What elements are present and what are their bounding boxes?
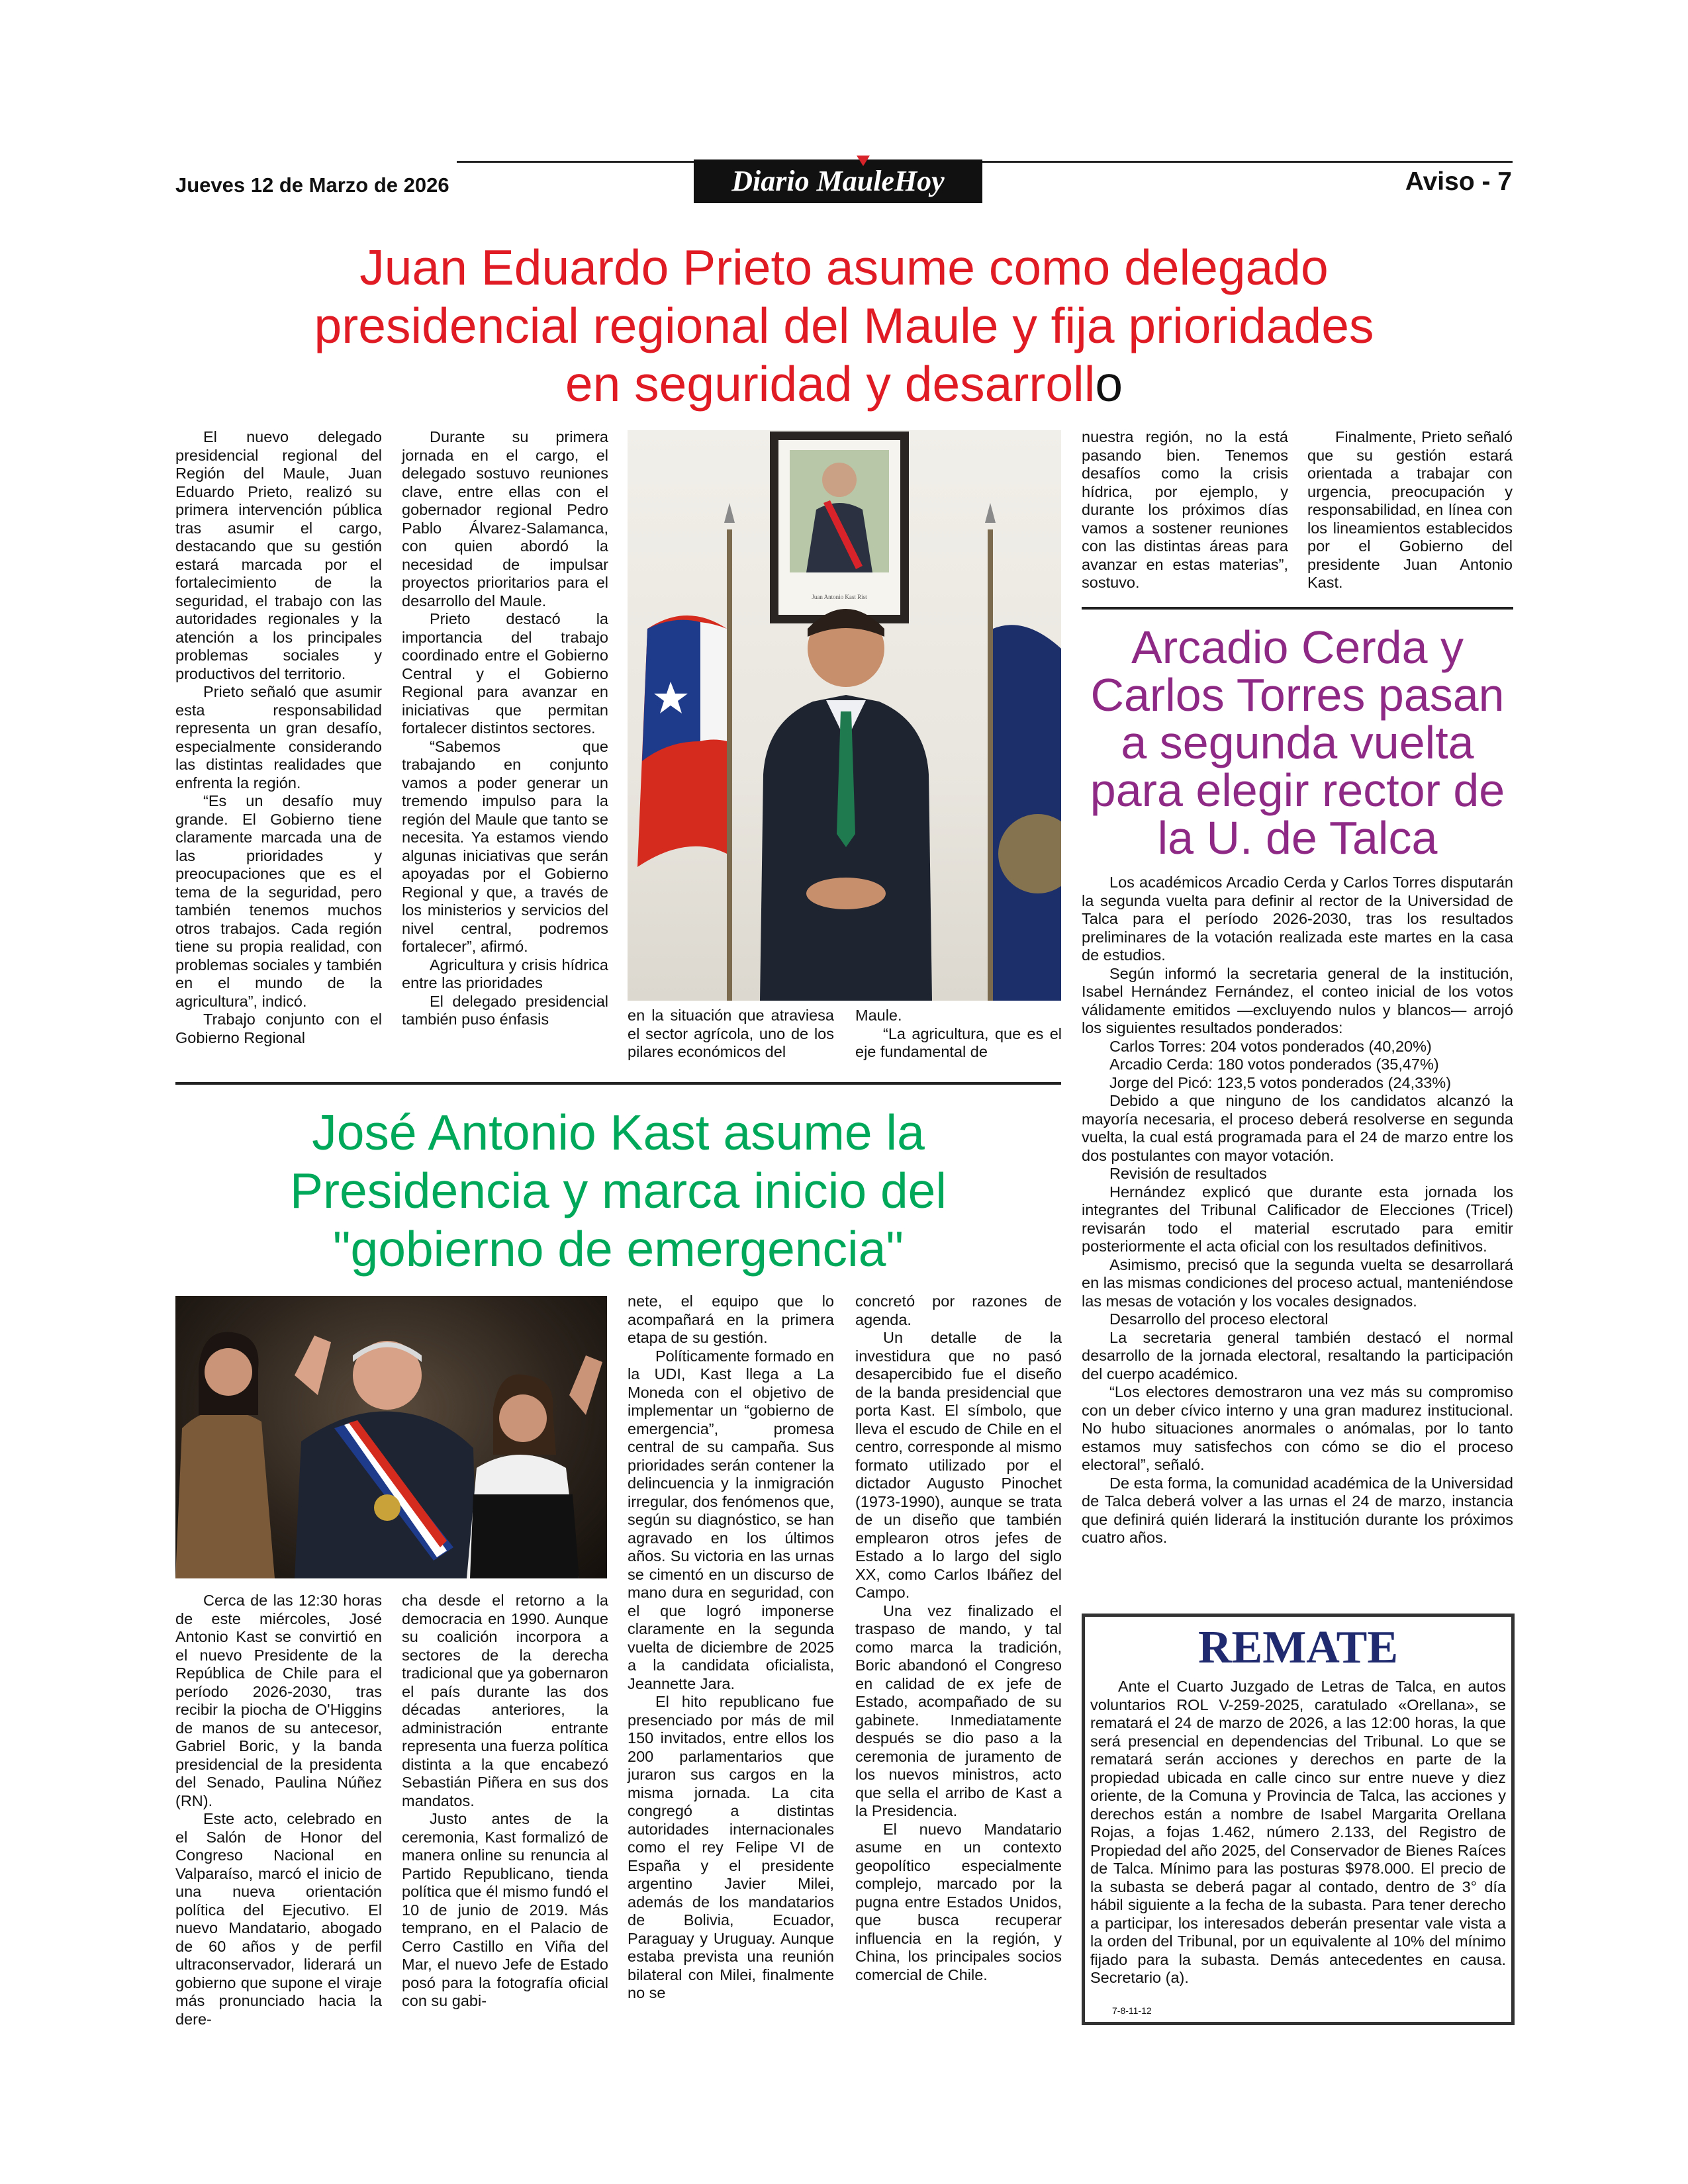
article1-paragraph: Maule. xyxy=(855,1007,902,1024)
article3-paragraph: El nuevo Mandatario asume en un contexto geopolítico especialmente complejo, marcado por la pugna entre Estados Unidos, que busca recuperar influencia en la región, y China, los principales socios comercial de Chile. xyxy=(855,1820,1062,1983)
article1-paragraph: Durante su primera jornada en el cargo, el delegado sostuvo reuniones clave, entre ellas con el gobernador regional Pedro Pablo Álvarez-Salamanca, con quien abordó la necesidad de impulsar proyectos prioritarios para el desarrollo del Maule. xyxy=(402,428,608,610)
section-divider xyxy=(175,1082,1061,1085)
article1-column1 xyxy=(175,428,382,1047)
newspaper-logo xyxy=(694,159,982,203)
article2-headline-line: la U. de Talca xyxy=(1157,812,1438,864)
article3-column4 xyxy=(855,1293,1062,1984)
article2-headline-line: para elegir rector de xyxy=(1090,764,1505,816)
article3-paragraph: cha desde el retorno a la democracia en 1990. Aunque su coalición incorpora a sectores de la derecha tradicional que ya gobernaron el país durante las dos décadas anteriores, la administración entrante representa una fuerza política distinta a la que encabezó Sebastián Piñera en sus dos mandatos. xyxy=(402,1592,608,1809)
article3-paragraph: Una vez finalizado el traspaso de mando, y tal como marca la tradición, Boric abandonó el Congreso en calidad de ex jefe de Estado, acompañado de su gabinete. Inmediatamente después se dio paso a la ceremonia de juramento de los nuevos ministros, acto que sella el arribo de Kast a la Presidencia. xyxy=(855,1602,1062,1819)
article3-paragraph: Un detalle de la investidura que no pasó desapercibido fue el diseño de la banda presidencial que porta Kast. El símbolo, que lleva el escudo de Chile en el centro, corresponde al mismo formato utilizado por el dictador Augusto Pinochet (1973-1990), aunque se trata de un diseño que también emplearon otros jefes de Estado a lo largo del siglo XX, como Carlos Ibáñez del Campo. xyxy=(855,1329,1062,1601)
article3-paragraph: El hito republicano fue presenciado por más de mil 150 invitados, entre ellos los 200 parlamentarios que juraron sus cargos en la misma jornada. La cita congregó a distintas autoridades internacionales como el rey Felipe VI de España y el presidente argentino Javier Milei, además de los mandatarios de Bolivia, Ecuador, Paraguay y Uruguay. Aunque estaba prevista una reunión bilateral con Milei, finalmente no se xyxy=(628,1693,834,2001)
article1-column3 xyxy=(628,1007,834,1062)
frame-caption: Juan Antonio Kast Rist xyxy=(812,594,867,600)
article2-headline-line: a segunda vuelta xyxy=(1121,717,1474,768)
article1-headline-line3a: en seguridad y desarroll xyxy=(565,356,1096,412)
article2-headline-line: Carlos Torres pasan xyxy=(1090,669,1505,721)
article2-headline-line: Arcadio Cerda y xyxy=(1131,621,1464,673)
article1-paragraph: Prieto señaló que asumir esta responsabilidad representa un gran desafío, especialmente considerando las distintas realidades que enfrenta la región. xyxy=(175,683,382,792)
article1-subheading: Agricultura y crisis hídrica entre las prioridades xyxy=(402,956,608,991)
article3-column2 xyxy=(402,1592,608,2011)
article2-paragraph: “Los electores demostraron una vez más su compromiso con un deber cívico interno y una gran madurez institucional. No hubo situaciones anormales o anómalas, por lo tanto estamos muy satisfechos con cómo se dio el proceso electoral”, señaló. xyxy=(1082,1383,1513,1473)
result-line: Carlos Torres: 204 votos ponderados (40,20%) xyxy=(1109,1037,1432,1055)
article3-paragraph: Políticamente formado en la UDI, Kast llega a La Moneda con el objetivo de implementar un “gobierno de emergencia”, promesa central de su campaña. Sus prioridades serán contener la delincuencia y la inmigración irregular, dos fenómenos que, según su diagnóstico, se han agravado en los últimos años. Su victoria en las urnas se cimentó en un discurso de mano dura en seguridad, con el que logró imponerse claramente en la segunda vuelta de diciembre de 2025 a la candidata oficialista, Jeannette Jara. xyxy=(628,1347,834,1692)
article3-paragraph: nete, el equipo que lo acompañará en la primera etapa de su gestión. xyxy=(628,1293,834,1346)
result-line: Arcadio Cerda: 180 votos ponderados (35,47%) xyxy=(1109,1056,1439,1073)
header-rule xyxy=(457,161,1513,163)
article2-paragraph: Asimismo, precisó que la segunda vuelta se desarrollará en las mismas condiciones del proceso actual, manteniéndose las mesas de votación y los vocales designados. xyxy=(1082,1255,1513,1310)
result-line: Jorge del Picó: 123,5 votos ponderados (24,33%) xyxy=(1109,1073,1452,1091)
article1-paragraph: “Sabemos que trabajando en conjunto vamos a poder generar un tremendo impulso para la región del Maule que tanto se necesita. Ya estamos viendo algunas iniciativas que serán apoyadas por el Gobierno Regional y que, a través de los ministerios y servicios del nivel central, podremos fortalecer”, afirmó. xyxy=(402,737,608,955)
article1-column4-bottom xyxy=(855,1007,1062,1062)
remate-title: REMATE xyxy=(1197,1622,1399,1673)
article1-paragraph: Finalmente, Prieto señaló que su gestión estará orientada a trabajar con urgencia, preocupación y responsabilidad, en línea con los lineamientos establecidos por el Gobierno del presidente Juan Antonio Kast. xyxy=(1307,428,1513,591)
article1-column2 xyxy=(402,428,608,1029)
delegate-portrait-illustration xyxy=(628,430,1061,1001)
section-divider xyxy=(1082,607,1513,610)
article1-paragraph: Prieto destacó la importancia del trabajo coordinado entre el Gobierno Central y el Gobierno Regional para avanzar en iniciativas que permitan fortalecer distintos sectores. xyxy=(402,610,608,737)
remate-code: 7-8-11-12 xyxy=(1112,2005,1152,2016)
article2-paragraph: De esta forma, la comunidad académica de la Universidad de Talca deberá volver a las urnas el 24 de marzo, instancia que definirá quién liderará la institución durante los próximos cuatro años. xyxy=(1082,1474,1513,1546)
article2-paragraph: Hernández explicó que durante esta jornada los integrantes del Tribunal Calificador de Elecciones (Tricel) revisarán todo el material escrutado para emitir posteriormente el acta oficial con los resultados definitivos. xyxy=(1082,1183,1513,1255)
article3-paragraph: concretó por razones de agenda. xyxy=(855,1293,1062,1328)
inauguration-illustration xyxy=(175,1296,607,1578)
article1-paragraph: “Es un desafío muy grande. El Gobierno tiene claramente marcada una de las prioridades y preocupaciones que es el tema de la seguridad, pero también tenemos muchos otros trabajos. Cada región tiene su propia realidad, con problemas sociales y también en el mundo de la agricultura”, indicó. xyxy=(175,792,382,1010)
article2-paragraph: Según informó la secretaria general de la institución, Isabel Hernández Fernández, el conteo inicial de los votos válidamente emitidos —excluyendo nulos y blancos— arrojó los siguientes resultados ponderados: xyxy=(1082,964,1513,1036)
article1-headline-line3 xyxy=(175,355,1513,413)
article1-headline-line2: presidencial regional del Maule y fija prioridades xyxy=(314,298,1374,353)
issue-date: Jueves 12 de Marzo de 2026 xyxy=(175,173,449,197)
article3-paragraph: Cerca de las 12:30 horas de este miércoles, José Antonio Kast se convirtió en el nuevo Presidente de la República de Chile para el período 2026-2030, tras recibir la piocha de O'Higgins de manos de su antecesor, Gabriel Boric, y la banda presidencial de la presidenta del Senado, Paulina Núñez (RN). xyxy=(175,1592,382,1809)
article3-headline xyxy=(175,1103,1061,1278)
article3-headline-line: José Antonio Kast asume la xyxy=(312,1105,925,1160)
article1-headline-line3b: o xyxy=(1095,356,1123,412)
article1-headline-line1: Juan Eduardo Prieto asume como delegado xyxy=(359,240,1329,295)
article1-paragraph: nuestra región, no la está pasando bien. Tenemos desafíos como la crisis hídrica, por ejemplo, y durante los próximos días vamos a sostener reuniones con las distintas áreas para avanzar en estas materias”, sostuvo. xyxy=(1082,428,1288,591)
article1-column4-top xyxy=(1082,428,1288,592)
article1-paragraph: “La agricultura, que es el eje fundamental de xyxy=(855,1024,1062,1060)
president-inauguration-photo xyxy=(175,1296,607,1578)
delegate-portrait-photo xyxy=(628,430,1061,1001)
article1-subheading: Trabajo conjunto con el Gobierno Regional xyxy=(175,1011,382,1046)
article2-subheading: Desarrollo del proceso electoral xyxy=(1109,1310,1329,1328)
article3-paragraph: Justo antes de la ceremonia, Kast formalizó de manera online su renuncia al Partido Republicano, tienda política que él mismo fundó el 10 de junio de 2019. Más temprano, en el Palacio de Cerro Castillo en Viña del Mar, el nuevo Jefe de Estado posó para la fotografía oficial con su gabi- xyxy=(402,1810,608,2009)
article2-paragraph: Los académicos Arcadio Cerda y Carlos Torres disputarán la segunda vuelta para definir al rector de la Universidad de Talca para el período 2026-2030, tras los resultados preliminares de la votación realizada este martes en la casa de estudios. xyxy=(1082,874,1513,964)
article1-paragraph: El delegado presidencial también puso énfasis xyxy=(402,992,608,1028)
article1-paragraph: El nuevo delegado presidencial regional del Región del Maule, Juan Eduardo Prieto, realizó su primera intervención pública tras asumir el cargo, destacando que su gestión estará marcada por el fortalecimiento de la seguridad, el trabajo con las autoridades regionales y la atención a los principales problemas sociales y productivos del territorio. xyxy=(175,428,382,682)
article2-paragraph: La secretaria general también destacó el normal desarrollo de la jornada electoral, resaltando la participación del cuerpo académico. xyxy=(1082,1328,1513,1383)
page-section: Aviso - 7 xyxy=(1405,167,1512,196)
article2-headline xyxy=(1082,623,1513,862)
article3-headline-line: "gobierno de emergencia" xyxy=(332,1221,904,1277)
article2-body xyxy=(1082,874,1513,1547)
remate-text: Ante el Cuarto Juzgado de Letras de Talca, en autos voluntarios ROL V-259-2025, caratulado «Orellana», se rematará el 24 de marzo de 2026, a las 12:00 horas, la que será presencial en dependencias del Tribunal. Lo que se rematará serán acciones y derechos en parte de la propiedad ubicada en calle cinco sur entre nueve y diez oriente, de la Comuna y Provincia de Talca, las acciones y derechos están a nombre de Isabel Margarita Orellana Rojas, a fojas 1.462, número 2.133, del Registro de Propiedad del año 2025, del Conservador de Bienes Raíces de Talca. Mínimo para las posturas $978.000. El precio de la subasta se deberá pagar al contado, dentro de 3° día hábil siguiente a la fecha de la subasta. Para tener derecho a participar, los interesados deberán presentar vale vista a la orden del Tribunal, por un equivalente al 10% del mínimo fijado para la subasta. Demás antecedentes en causa. Secretario (a). xyxy=(1090,1678,1506,1986)
article1-paragraph: en la situación que atraviesa el sector agrícola, uno de los pilares económicos del xyxy=(628,1007,834,1060)
article2-subheading: Revisión de resultados xyxy=(1109,1165,1267,1182)
article1-column5 xyxy=(1307,428,1513,592)
article1-headline xyxy=(175,238,1513,413)
logo-flag-icon xyxy=(857,156,870,166)
article3-column3 xyxy=(628,1293,834,2003)
article3-paragraph: Este acto, celebrado en el Salón de Honor del Congreso Nacional en Valparaíso, marcó el inicio de una nueva orientación política del Ejecutivo. El nuevo Mandatario, abogado de 60 años y de perfil ultraconservador, liderará un gobierno que supone el viraje más pronunciado hacia la dere- xyxy=(175,1810,382,2028)
logo-text: Diario MauleHoy xyxy=(731,165,945,197)
article2-paragraph: Debido a que ninguno de los candidatos alcanzó la mayoría necesaria, el proceso deberá resolverse en segunda vuelta, la cual está programada para el 24 de marzo entre los dos postulantes con mayor votación. xyxy=(1082,1092,1513,1164)
article3-headline-line: Presidencia y marca inicio del xyxy=(289,1163,947,1218)
article3-column1 xyxy=(175,1592,382,2028)
